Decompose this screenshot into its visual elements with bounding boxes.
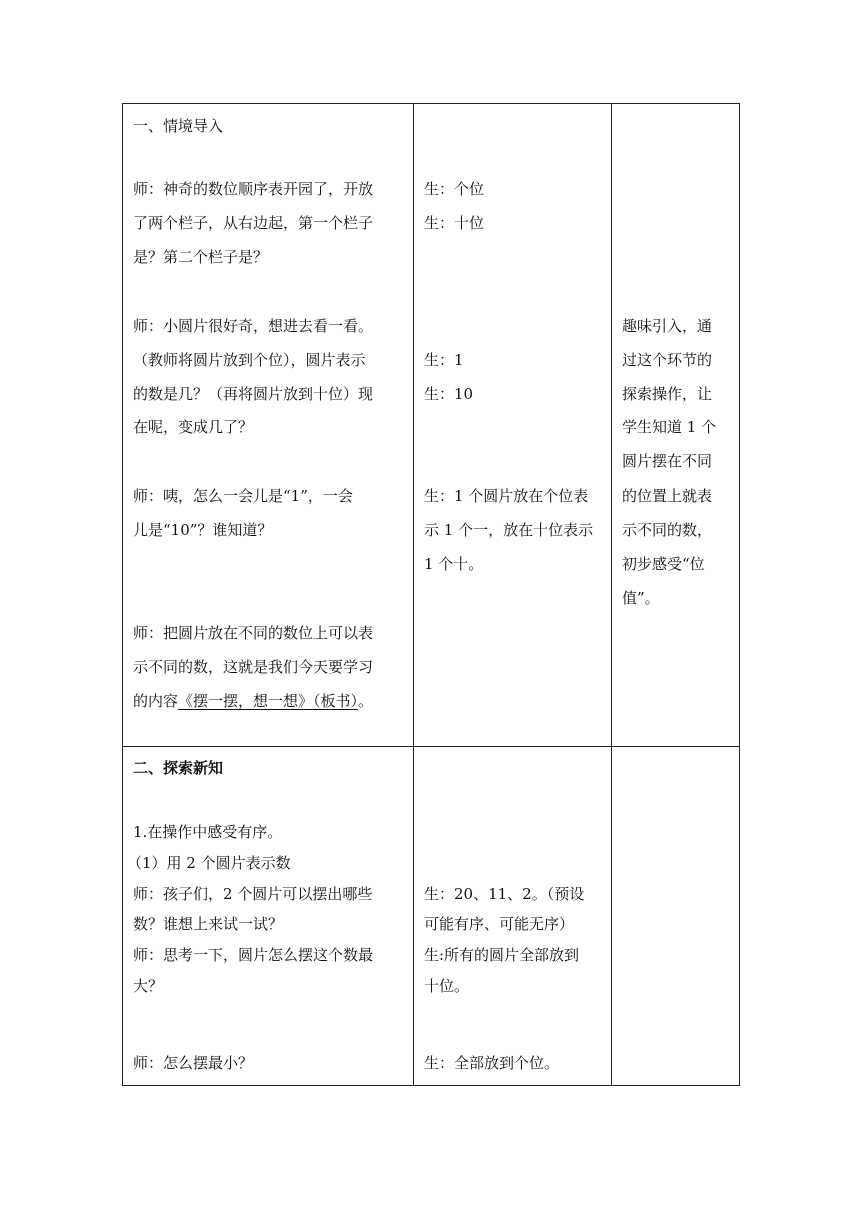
text-line: 1.在操作中感受有序。	[133, 823, 283, 841]
student-answer: 示 1 个一，放在十位表示	[424, 521, 594, 539]
lesson-title-underlined: 《摆一摆，想一想》（板书）	[178, 692, 359, 710]
intent-line: 示不同的数，	[622, 521, 713, 539]
row1-student-cell	[414, 104, 612, 747]
intent-line: 学生知道 1 个	[622, 418, 717, 436]
student-answer: 十位。	[424, 977, 470, 995]
text-fragment: 的内容	[133, 692, 179, 710]
text-line: 师：孩子们，2 个圆片可以摆出哪些	[133, 885, 373, 903]
text-line: 师：咦，怎么一会儿是“1”，一会	[133, 487, 353, 505]
row1-intent-cell	[612, 104, 740, 747]
intent-line: 探索操作，让	[622, 385, 713, 403]
text-line: 大？	[133, 977, 164, 995]
text-line: 儿是“10”？谁知道？	[133, 521, 273, 539]
section-heading: 二、探索新知	[133, 759, 224, 777]
row1-teacher-cell	[123, 104, 414, 747]
intent-line: 过这个环节的	[622, 351, 713, 369]
intent-line: 初步感受“位	[622, 555, 705, 573]
intent-line: 圆片摆在不同	[622, 452, 713, 470]
student-answer: 生：20、11、2。（预设	[424, 885, 585, 903]
text-line: 师：把圆片放在不同的数位上可以表	[133, 624, 374, 642]
intent-line: 趣味引入，通	[622, 317, 713, 335]
text-line: （1）用 2 个圆片表示数	[127, 854, 291, 872]
text-line: （教师将圆片放到个位），圆片表示	[133, 351, 366, 369]
text-line: 师：思考一下，圆片怎么摆这个数最	[133, 946, 374, 964]
row2-student-cell	[414, 747, 612, 1086]
student-answer: 生：十位	[424, 214, 485, 232]
text-line: 是？第二个栏子是？	[133, 248, 269, 266]
student-answer: 生：1 个圆片放在个位表	[424, 487, 589, 505]
intent-line: 的位置上就表	[622, 487, 713, 505]
student-answer: 生：个位	[424, 180, 485, 198]
text-line: 的数是几？（再将圆片放到十位）现	[133, 385, 374, 403]
text-line: 师：小圆片很好奇，想进去看一看。	[133, 317, 374, 335]
student-answer: 生：1	[424, 351, 464, 369]
student-answer: 生：10	[424, 385, 474, 403]
table-row	[123, 747, 740, 1086]
row2-teacher-cell	[123, 747, 414, 1086]
text-line: 示不同的数，这就是我们今天要学习	[133, 658, 374, 676]
text-line: 了两个栏子，从右边起，第一个栏子	[133, 214, 374, 232]
student-answer: 生:所有的圆片全部放到	[424, 946, 580, 964]
text-line: 在呢，变成几了？	[133, 418, 254, 436]
lesson-plan-table	[122, 103, 740, 1086]
table-row	[123, 104, 740, 747]
text-line	[133, 691, 373, 711]
row2-intent-cell	[612, 747, 740, 1086]
student-answer: 1 个十。	[424, 555, 484, 573]
student-answer: 可能有序、可能无序）	[424, 915, 575, 933]
section-heading: 一、情境导入	[133, 117, 224, 135]
intent-line: 值”。	[622, 589, 660, 607]
student-answer: 生：全部放到个位。	[424, 1054, 560, 1072]
text-fragment: 。	[358, 692, 374, 710]
text-line: 师：怎么摆最小？	[133, 1054, 254, 1072]
text-line: 师：神奇的数位顺序表开园了，开放	[133, 180, 374, 198]
text-line: 数？谁想上来试一试？	[133, 915, 284, 933]
